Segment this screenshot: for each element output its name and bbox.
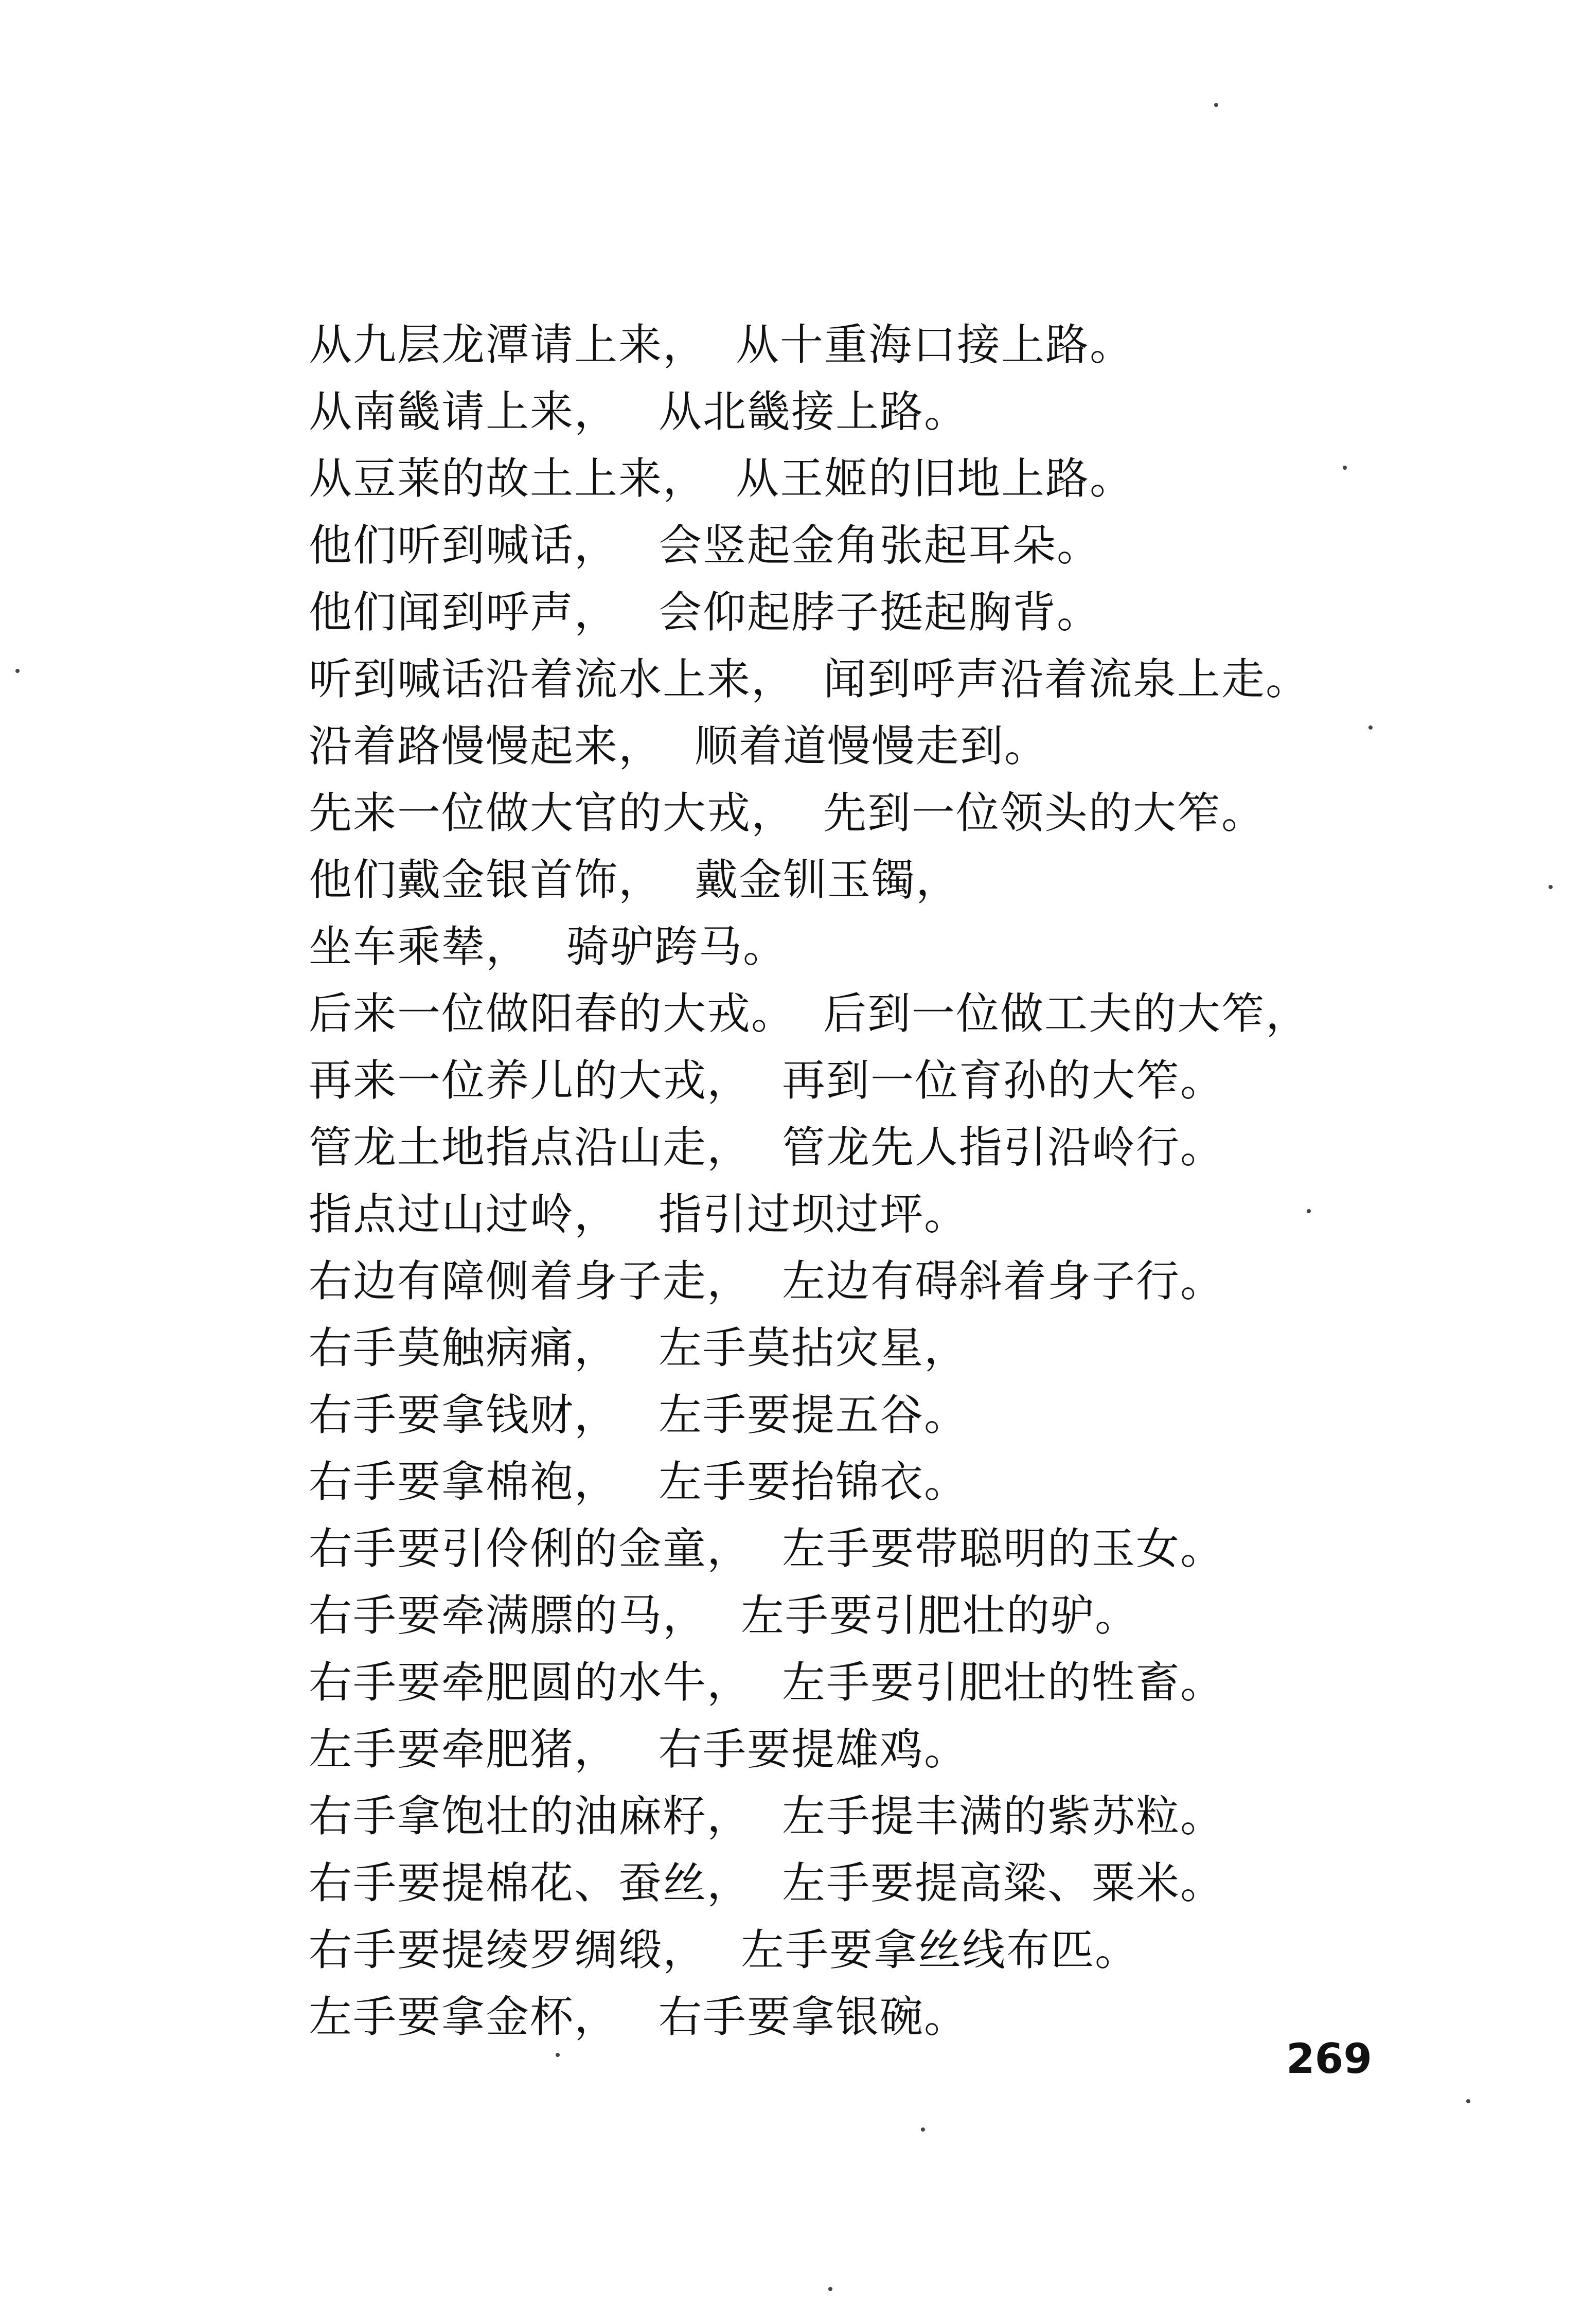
line-second-half: 左手要拿丝线布匹。 [741, 1925, 1140, 1975]
line-first-half: 右边有障侧着身子走， [309, 1256, 752, 1306]
poem-line [309, 1582, 1368, 1649]
line-first-half: 右手拿饱壮的油麻籽， [309, 1791, 752, 1841]
scan-speck [556, 2053, 560, 2057]
line-second-half: 会竖起金角张起耳朵。 [659, 520, 1101, 571]
line-second-half: 再到一位育孙的大笮。 [782, 1055, 1225, 1106]
line-first-half: 听到喊话沿着流水上来， [309, 654, 796, 704]
poem-line [309, 1315, 1368, 1381]
poem-line [309, 1448, 1368, 1515]
line-second-half: 管龙先人指引沿岭行。 [782, 1122, 1225, 1173]
poem-line [309, 1649, 1368, 1716]
scan-speck [1214, 103, 1218, 107]
poem-line [309, 1783, 1368, 1850]
line-second-half: 左手要提五谷。 [659, 1390, 969, 1440]
line-second-half: 闻到呼声沿着流泉上走。 [823, 654, 1310, 704]
line-second-half: 从十重海口接上路。 [736, 320, 1134, 370]
line-first-half: 右手要提绫罗绸缎， [309, 1925, 707, 1975]
line-first-half: 从九层龙潭请上来， [309, 320, 707, 370]
line-first-half: 从南畿请上来， [309, 386, 619, 437]
scan-speck [1466, 2099, 1470, 2103]
scan-speck [828, 2287, 832, 2291]
page-number: 269 [1286, 2035, 1372, 2083]
scan-speck [1307, 1209, 1311, 1213]
poem-line [309, 1248, 1368, 1315]
line-second-half: 会仰起脖子挺起胸背。 [659, 587, 1101, 637]
scan-speck [1368, 725, 1373, 730]
poem-line [309, 1047, 1368, 1114]
line-first-half: 右手要提棉花、蚕丝， [309, 1858, 752, 1908]
scan-speck [1343, 466, 1347, 470]
line-second-half: 骑驴跨马。 [566, 921, 788, 972]
poem-line [309, 1515, 1368, 1582]
line-second-half: 后到一位做工夫的大笮， [823, 988, 1310, 1039]
line-first-half: 后来一位做阳春的大戎。 [309, 988, 796, 1039]
poem-line [309, 445, 1368, 512]
poem-line [309, 512, 1368, 579]
line-second-half: 左手要引肥壮的驴。 [741, 1590, 1140, 1641]
scan-speck [921, 2127, 925, 2132]
poem-line [309, 713, 1368, 779]
poem-line [309, 913, 1368, 980]
line-first-half: 管龙土地指点沿山走， [309, 1122, 752, 1173]
line-first-half: 右手要拿钱财， [309, 1390, 619, 1440]
line-second-half: 右手要拿银碗。 [659, 1992, 969, 2042]
line-first-half: 右手莫触病痛， [309, 1323, 619, 1373]
line-second-half: 左手要抬锦衣。 [659, 1457, 969, 1507]
line-second-half: 右手要提雄鸡。 [659, 1724, 969, 1775]
poem-line [309, 1917, 1368, 1983]
poem-line [309, 980, 1368, 1047]
poem-line [309, 779, 1368, 846]
line-first-half: 指点过山过岭， [309, 1189, 619, 1239]
line-first-half: 先来一位做大官的大戎， [309, 788, 796, 838]
poem-text [309, 311, 1368, 2050]
line-first-half: 右手要引伶俐的金童， [309, 1523, 752, 1574]
poem-line [309, 1181, 1368, 1248]
poem-line [309, 1114, 1368, 1181]
line-second-half: 左手提丰满的紫苏粒。 [782, 1791, 1225, 1841]
line-first-half: 右手要牵肥圆的水牛， [309, 1657, 752, 1708]
line-second-half: 左边有碍斜着身子行。 [782, 1256, 1225, 1306]
line-first-half: 沿着路慢慢起来， [309, 721, 663, 771]
scan-speck [1549, 885, 1553, 889]
poem-line [309, 378, 1368, 445]
line-second-half: 左手要提高粱、粟米。 [782, 1858, 1225, 1908]
poem-line [309, 1381, 1368, 1448]
scan-speck [15, 669, 20, 673]
line-first-half: 他们戴金银首饰， [309, 855, 663, 905]
line-second-half: 戴金钏玉镯， [695, 855, 961, 905]
line-first-half: 再来一位养儿的大戎， [309, 1055, 752, 1106]
line-first-half: 右手要牵满膘的马， [309, 1590, 707, 1641]
poem-line [309, 846, 1368, 913]
line-second-half: 指引过坝过坪。 [659, 1189, 969, 1239]
line-second-half: 顺着道慢慢走到。 [695, 721, 1049, 771]
line-second-half: 先到一位领头的大笮。 [823, 788, 1266, 838]
poem-line [309, 311, 1368, 378]
poem-line [309, 646, 1368, 713]
line-first-half: 坐车乘辇， [309, 921, 530, 972]
poem-line [309, 579, 1368, 646]
poem-line [309, 1716, 1368, 1783]
line-first-half: 右手要拿棉袍， [309, 1457, 619, 1507]
line-first-half: 他们闻到呼声， [309, 587, 619, 637]
line-second-half: 左手莫拈灾星， [659, 1323, 969, 1373]
line-first-half: 左手要牵肥猪， [309, 1724, 619, 1775]
poem-line [309, 1983, 1368, 2050]
poem-line [309, 1850, 1368, 1917]
line-first-half: 从豆莱的故土上来， [309, 453, 707, 504]
line-second-half: 左手要引肥壮的牲畜。 [782, 1657, 1225, 1708]
line-second-half: 左手要带聪明的玉女。 [782, 1523, 1225, 1574]
line-first-half: 他们听到喊话， [309, 520, 619, 571]
line-second-half: 从王姬的旧地上路。 [736, 453, 1134, 504]
line-first-half: 左手要拿金杯， [309, 1992, 619, 2042]
line-second-half: 从北畿接上路。 [659, 386, 969, 437]
